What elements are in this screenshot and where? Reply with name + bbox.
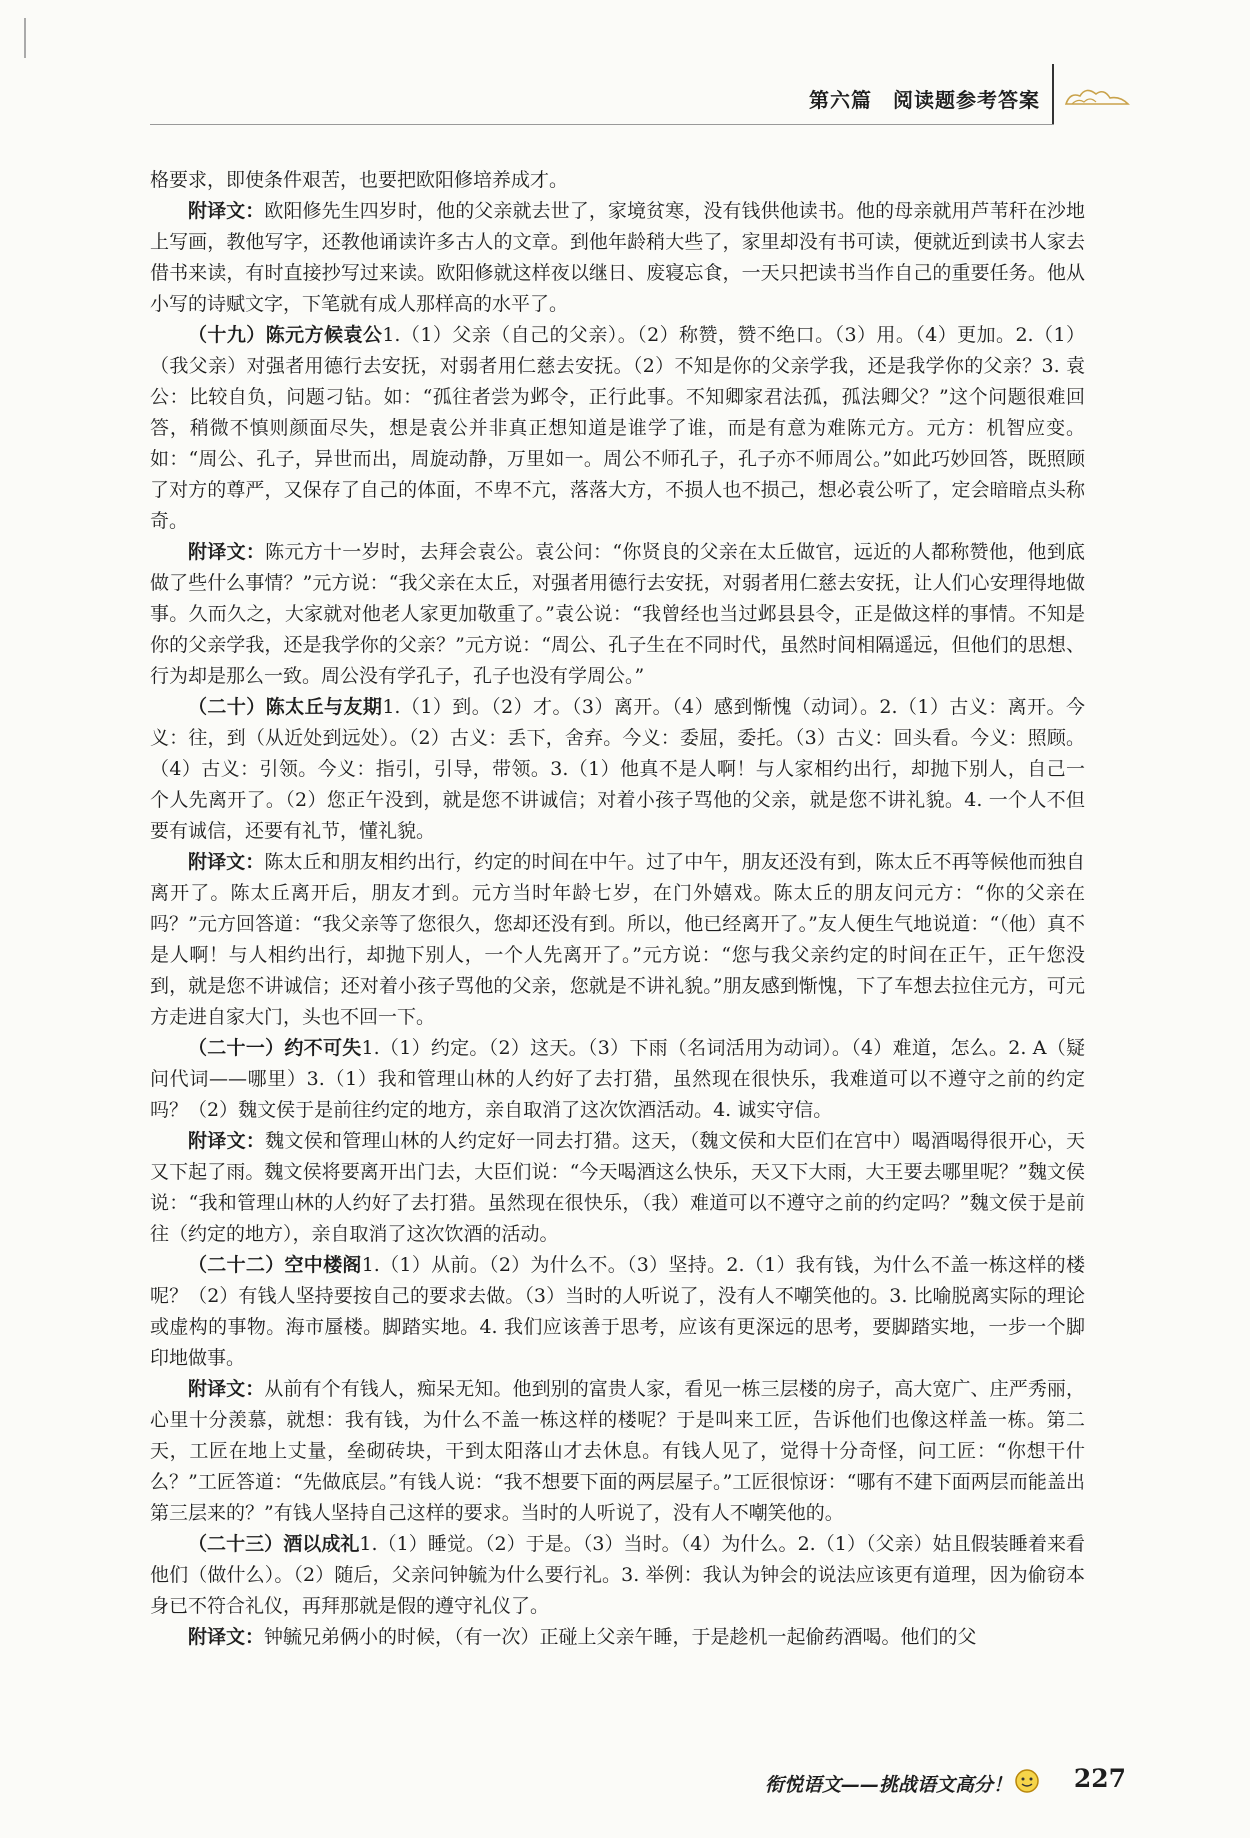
paragraph-text: 1.（1）约定。（2）这天。（3）下雨（名词活用为动词）。（4）难道，怎么。2. A（疑问代词——哪里）3.（1）我和管理山林的人约好了去打猎，虽然现在很快乐，我难道可以不遵守之前的约定吗？（2）魏文侯于是前往约定的地方，亲自取消了这次饮酒活动。4. 诚实守信。 — [150, 1037, 1085, 1121]
paragraph-label: 附译文： — [188, 1626, 265, 1648]
paragraph — [150, 1250, 1085, 1374]
scan-margin-mark — [24, 18, 26, 58]
paragraph-label: 附译文： — [188, 1130, 266, 1152]
page-number: 227 — [1073, 1764, 1126, 1793]
paragraph-text: 1.（1）睡觉。（2）于是。（3）当时。（4）为什么。2.（1）（父亲）姑且假装睡着来看他们（做什么）。（2）随后，父亲问钟毓为什么要行礼。3. 举例：我认为钟会的说法应该更有道理，因为偷窃本身已不符合礼仪，再拜那就是假的遵守礼仪了。 — [150, 1533, 1085, 1617]
header-vertical-rule — [1052, 64, 1054, 124]
paragraph-label: （二十一）约不可失 — [188, 1037, 362, 1059]
smile-icon — [1014, 1768, 1040, 1794]
header-divider — [150, 124, 1054, 125]
paragraph-text: 1.（1）到。（2）才。（3）离开。（4）感到惭愧（动词）。2.（1）古义：离开。今义：往，到（从近处到远处）。（2）古义：丢下，舍弃。今义：委屈，委托。（3）古义：回头看。今义：照顾。（4）古义：引领。今义：指引，引导，带领。3.（1）他真不是人啊！与人家相约出行，却抛下别人，自己一个人先离开了。（2）您正午没到，就是您不讲诚信；对着小孩子骂他的父亲，就是您不讲礼貌。4. 一个人不但要有诚信，还要有礼节，懂礼貌。 — [150, 696, 1085, 842]
paragraph — [150, 165, 1085, 196]
paragraph-text: 1.（1）从前。（2）为什么不。（3）坚持。2.（1）我有钱，为什么不盖一栋这样的楼呢？（2）有钱人坚持要按自己的要求去做。（3）当时的人听说了，没有人不嘲笑他的。3. 比喻脱离实际的理论或虚构的事物。海市蜃楼。脚踏实地。4. 我们应该善于思考，应该有更深远的思考，要脚踏实地，一步一个脚印地做事。 — [150, 1254, 1085, 1369]
page-header-title: 第六篇 阅读题参考答案 — [809, 88, 1040, 112]
paragraph — [150, 1529, 1085, 1622]
paragraph-label: 附译文： — [188, 851, 265, 873]
paragraph-text: 魏文侯和管理山林的人约定好一同去打猎。这天，（魏文侯和大臣们在宫中）喝酒喝得很开心，天又下起了雨。魏文侯将要离开出门去，大臣们说：“今天喝酒这么快乐，天又下大雨，大王要去哪里呢？”魏文侯说：“我和管理山林的人约好了去打猎。虽然现在很快乐，（我）难道可以不遵守之前的约定吗？”魏文侯于是前往（约定的地方），亲自取消了这次饮酒的活动。 — [150, 1130, 1085, 1245]
paragraph-label: 附译文： — [188, 1378, 265, 1400]
paragraph-text: 1.（1）父亲（自己的父亲）。（2）称赞，赞不绝口。（3）用。（4）更加。2.（1）（我父亲）对强者用德行去安抚，对弱者用仁慈去安抚。（2）不知是你的父亲学我，还是我学你的父亲？3. 袁公：比较自负，问题刁钻。如：“孤往者尝为邺令，正行此事。不知卿家君法孤，孤法卿父？”这个问题很难回答，稍微不慎则颜面尽失，想是袁公并非真正想知道是谁学了谁，而是有意为难陈元方。元方：机智应变。如：“周公、孔子，异世而出，周旋动静，万里如一。周公不师孔子，孔子亦不师周公。”如此巧妙回答，既照顾了对方的尊严，又保存了自己的体面，不卑不亢，落落大方，不损人也不损己，想必袁公听了，定会暗暗点头称奇。 — [150, 324, 1085, 532]
paragraph-label: （十九）陈元方候袁公 — [188, 324, 383, 346]
paragraph-text: 陈太丘和朋友相约出行，约定的时间在中午。过了中午，朋友还没有到，陈太丘不再等候他而独自离开了。陈太丘离开后，朋友才到。元方当时年龄七岁，在门外嬉戏。陈太丘的朋友问元方：“你的父亲在吗？”元方回答道：“我父亲等了您很久，您却还没有到。所以，他已经离开了。”友人便生气地说道：“（他）真不是人啊！与人相约出行，却抛下别人，一个人先离开了。”元方说：“您与我父亲约定的时间在正午，正午您没到，就是您不讲诚信；还对着小孩子骂他的父亲，您就是不讲礼貌。”朋友感到惭愧，下了车想去拉住元方，可元方走进自家大门，头也不回一下。 — [150, 851, 1085, 1028]
paragraph — [150, 1374, 1085, 1529]
paragraph-label: （二十）陈太丘与友期 — [188, 696, 383, 718]
paragraph-label: （二十二）空中楼阁 — [188, 1254, 362, 1276]
paragraph-label: （二十三）酒以成礼 — [188, 1533, 360, 1555]
paragraph-text: 陈元方十一岁时，去拜会袁公。袁公问：“你贤良的父亲在太丘做官，远近的人都称赞他，他到底做了些什么事情？”元方说：“我父亲在太丘，对强者用德行去安抚，对弱者用仁慈去安抚，让人们心安理得地做事。久而久之，大家就对他老人家更加敬重了。”袁公说：“我曾经也当过邺县县令，正是做这样的事情。不知是你的父亲学我，还是我学你的父亲？”元方说：“周公、孔子生在不同时代，虽然时间相隔遥远，但他们的思想、行为却是那么一致。周公没有学孔子，孔子也没有学周公。” — [150, 541, 1085, 687]
paragraph — [150, 196, 1085, 320]
paragraph-text: 格要求，即使条件艰苦，也要把欧阳修培养成才。 — [150, 169, 569, 191]
paragraph — [150, 1033, 1085, 1126]
paragraph — [150, 320, 1085, 537]
paragraph — [150, 847, 1085, 1033]
paragraph-text: 钟毓兄弟俩小的时候，（有一次）正碰上父亲午睡，于是趁机一起偷药酒喝。他们的父 — [264, 1626, 977, 1648]
paragraph — [150, 537, 1085, 692]
paragraph-text: 从前有个有钱人，痴呆无知。他到别的富贵人家，看见一栋三层楼的房子，高大宽广、庄严秀丽，心里十分羡慕，就想：我有钱，为什么不盖一栋这样的楼呢？于是叫来工匠，告诉他们也像这样盖一栋。第二天，工匠在地上丈量，垒砌砖块，干到太阳落山才去休息。有钱人见了，觉得十分奇怪，问工匠：“你想干什么？”工匠答道：“先做底层。”有钱人说：“我不想要下面的两层屋子。”工匠很惊讶：“哪有不建下面两层而能盖出第三层来的？”有钱人坚持自己这样的要求。当时的人听说了，没有人不嘲笑他的。 — [150, 1378, 1085, 1524]
paragraph — [150, 1126, 1085, 1250]
paragraph — [150, 692, 1085, 847]
footer-slogan: 衔悦语文——挑战语文高分！ — [764, 1774, 1012, 1796]
paragraph-text: 欧阳修先生四岁时，他的父亲就去世了，家境贫寒，没有钱供他读书。他的母亲就用芦苇秆在沙地上写画，教他写字，还教他诵读许多古人的文章。到他年龄稍大些了，家里却没有书可读，便就近到读书人家去借书来读，有时直接抄写过来读。欧阳修就这样夜以继日、废寝忘食，一天只把读书当作自己的重要任务。他从小写的诗赋文字，下笔就有成人那样高的水平了。 — [150, 200, 1085, 315]
paragraph-label: 附译文： — [188, 541, 266, 563]
answer-content — [150, 165, 1085, 1653]
paragraph — [150, 1622, 1085, 1653]
paragraph-label: 附译文： — [188, 200, 265, 222]
cloud-icon — [1062, 84, 1132, 110]
